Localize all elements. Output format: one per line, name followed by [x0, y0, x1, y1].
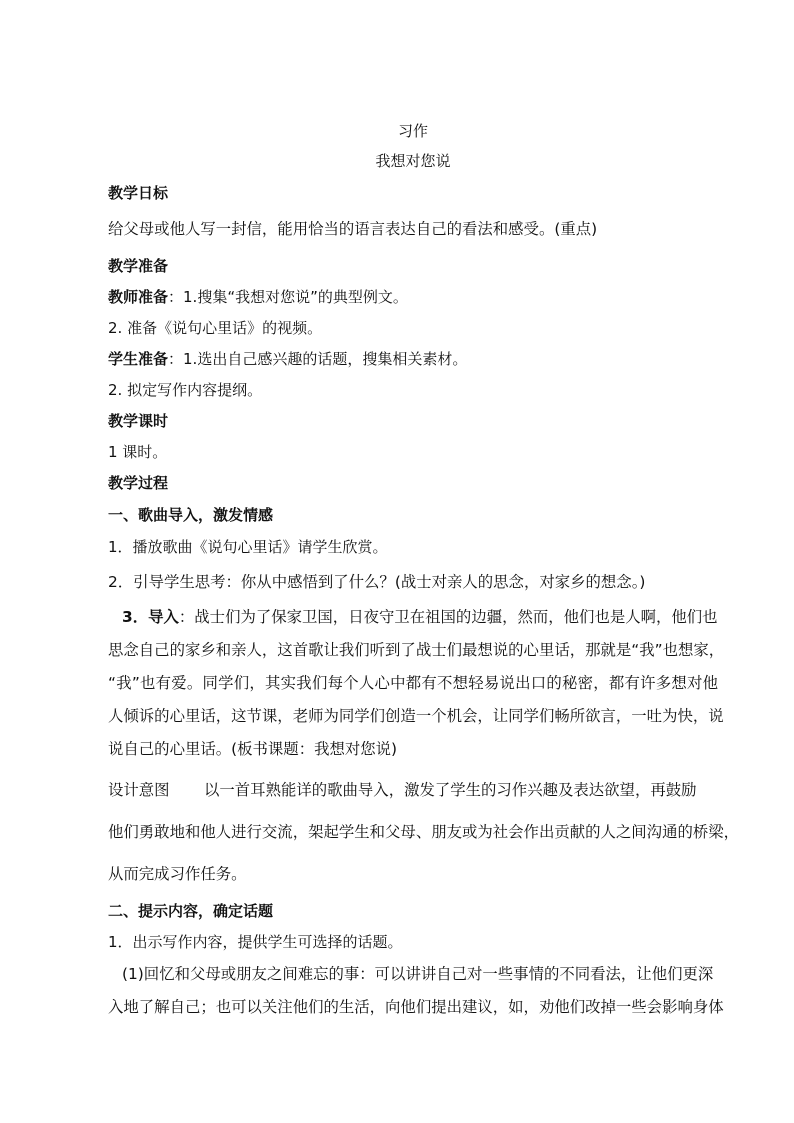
- heading-goal: 教学日标: [108, 184, 169, 202]
- section-1-heading: 一、歌曲导入，激发情感: [108, 506, 274, 524]
- teacher-prep-text: ：1.搜集“我想对您说”的典型例文。: [168, 288, 408, 306]
- intro-line-1-text: ：战士们为了保家卫国，日夜守卫在祖国的边疆，然而，他们也是人啊，他们也: [178, 608, 718, 626]
- design-intent-line-2: 他们勇敢地和他人进行交流，架起学生和父母、朋友或为社会作出贡献的人之间沟通的桥梁，: [108, 823, 740, 841]
- heading-process: 教学过程: [108, 474, 169, 492]
- intro-label: 3．导入: [122, 608, 179, 626]
- teacher-prep-label: 教师准备: [108, 288, 169, 306]
- section-2-para-1-line-1: (1)回忆和父母或朋友之间难忘的事：可以讲讲自己对一些事情的不同看法，让他们更深: [122, 965, 714, 983]
- student-prep-label: 学生准备: [108, 350, 169, 368]
- design-intent-line-1: 以一首耳熟能详的歌曲导入，激发了学生的习作兴趣及表达欲望，再鼓励: [204, 781, 697, 799]
- section-1-item-3-line-1: [122, 607, 718, 627]
- student-prep-item-2: 2. 拟定写作内容提纲。: [108, 381, 263, 399]
- section-2-item-1: 1．出示写作内容，提供学生可选择的话题。: [108, 933, 403, 951]
- student-prep-text: ：1.选出自己感兴趣的话题，搜集相关素材。: [168, 350, 468, 368]
- student-prep: [108, 349, 467, 369]
- prep-item-2: 2. 准备《说句心里话》的视频。: [108, 319, 323, 337]
- section-1-item-1: 1．播放歌曲《说句心里话》请学生欣赏。: [108, 538, 388, 556]
- section-1-item-3-line-2: 思念自己的家乡和亲人，这首歌让我们听到了战士们最想说的心里话，那就是“我”也想家，: [108, 641, 725, 659]
- section-1-item-3-line-3: “我”也有爱。同学们，其实我们每个人心中都有不想轻易说出口的秘密，都有许多想对他: [108, 674, 718, 692]
- section-1-item-3-line-5: 说自己的心里话。(板书课题：我想对您说): [108, 740, 398, 758]
- section-1-item-2: 2．引导学生思考：你从中感悟到了什么？(战士对亲人的思念，对家乡的想念。): [108, 573, 646, 591]
- time-text: 1 课时。: [108, 443, 168, 461]
- section-2-para-1-line-2: 入地了解自己；也可以关注他们的生活，向他们提出建议，如，劝他们改掉一些会影响身体: [108, 998, 724, 1016]
- design-intent-line-3: 从而完成习作任务。: [108, 865, 247, 883]
- section-2-heading: 二、提示内容，确定话题: [108, 902, 274, 920]
- doc-subtitle: 我想对您说: [375, 152, 451, 170]
- section-1-item-3-line-4: 人倾诉的心里话，这节课，老师为同学们创造一个机会，让同学们畅所欲言，一吐为快，说: [108, 707, 724, 725]
- heading-time: 教学课时: [108, 412, 169, 430]
- design-intent-label: 设计意图: [108, 781, 170, 799]
- heading-prep: 教学准备: [108, 257, 169, 275]
- teacher-prep: [108, 287, 408, 307]
- goal-text: 给父母或他人写一封信，能用恰当的语言表达自己的看法和感受。(重点): [108, 220, 598, 238]
- doc-title: 习作: [397, 122, 428, 140]
